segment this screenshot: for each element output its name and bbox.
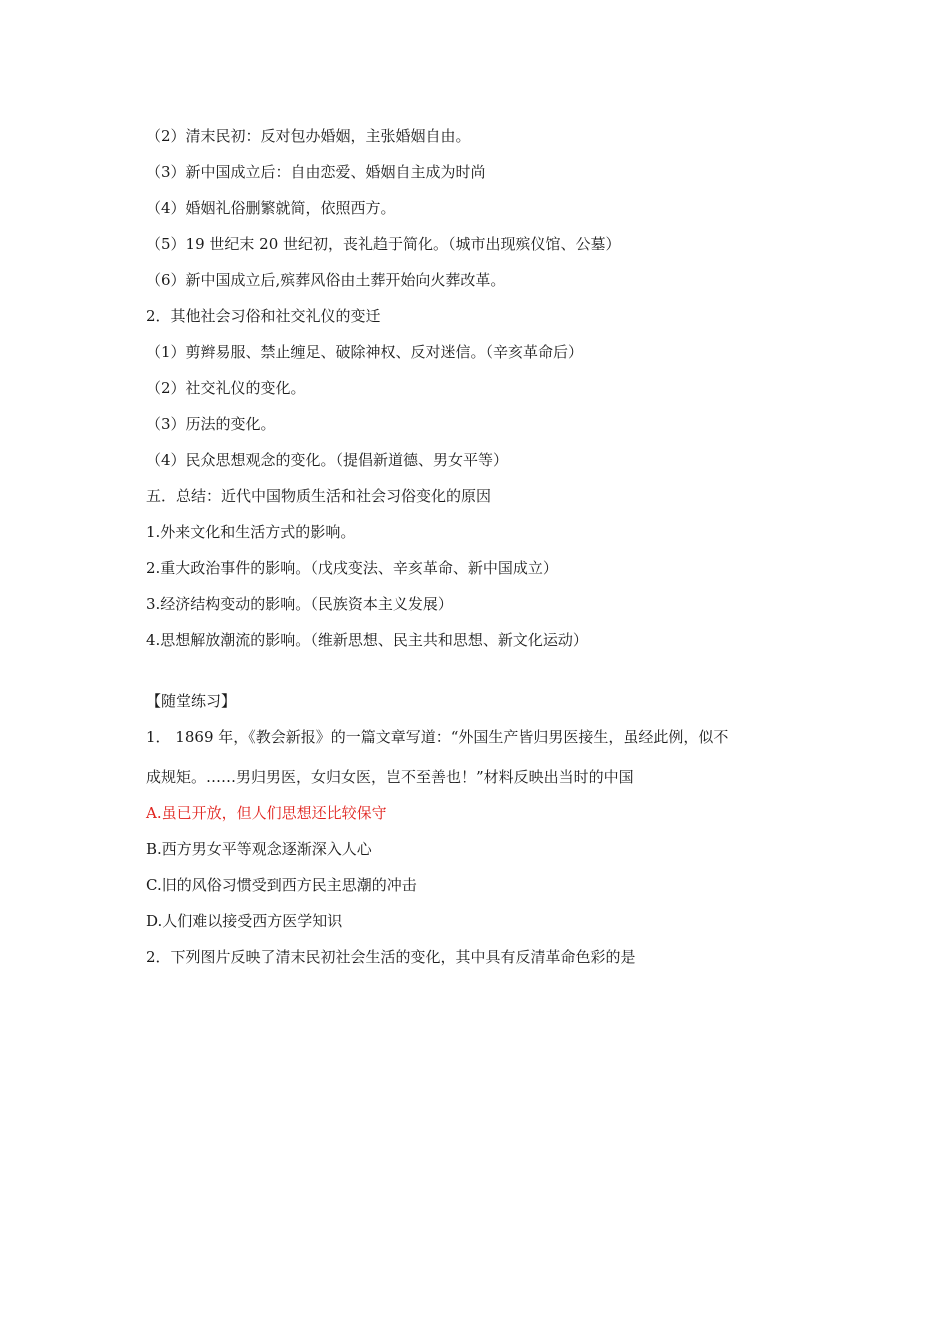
- question-1-option-a-answer: A.虽已开放，但人们思想还比较保守: [146, 804, 387, 822]
- question-1-option-d: D.人们难以接受西方医学知识: [146, 912, 343, 930]
- marriage-item-3: （3）新中国成立后：自由恋爱、婚姻自主成为时尚: [146, 163, 486, 181]
- marriage-item-2: （2）清末民初：反对包办婚姻，主张婚姻自由。: [146, 127, 471, 145]
- funeral-item-5: （5）19 世纪末 20 世纪初，丧礼趋于简化。（城市出现殡仪馆、公墓）: [146, 235, 621, 253]
- funeral-item-6: （6）新中国成立后,殡葬风俗由土葬开始向火葬改革。: [146, 271, 506, 289]
- question-2-stem: 2．下列图片反映了清末民初社会生活的变化，其中具有反清革命色彩的是: [146, 948, 636, 966]
- summary-item-3: 3.经济结构变动的影响。（民族资本主义发展）: [146, 595, 453, 613]
- other-customs-item-4: （4）民众思想观念的变化。（提倡新道德、男女平等）: [146, 451, 509, 469]
- question-1-option-b: B.西方男女平等观念逐渐深入人心: [146, 840, 372, 858]
- summary-item-4: 4.思想解放潮流的影响。（维新思想、民主共和思想、新文化运动）: [146, 631, 588, 649]
- marriage-item-4: （4）婚姻礼俗删繁就简，依照西方。: [146, 199, 396, 217]
- other-customs-item-1: （1）剪辫易服、禁止缠足、破除神权、反对迷信。（辛亥革命后）: [146, 343, 584, 361]
- summary-heading: 五．总结：近代中国物质生活和社会习俗变化的原因: [146, 487, 492, 505]
- practice-heading: 【随堂练习】: [146, 692, 237, 710]
- question-1-option-c: C.旧的风俗习惯受到西方民主思潮的冲击: [146, 876, 417, 894]
- other-customs-item-2: （2）社交礼仪的变化。: [146, 379, 306, 397]
- question-1-stem-line-1: 1． 1869 年，《教会新报》的一篇文章写道：“外国生产皆归男医接生，虽经此例，似不: [146, 728, 729, 746]
- summary-item-1: 1.外来文化和生活方式的影响。: [146, 523, 356, 541]
- other-customs-item-3: （3）历法的变化。: [146, 415, 276, 433]
- question-1-stem-line-2: 成规矩。……男归男医，女归女医，岂不至善也！”材料反映出当时的中国: [146, 768, 634, 786]
- other-customs-heading: 2．其他社会习俗和社交礼仪的变迁: [146, 307, 381, 325]
- summary-item-2: 2.重大政治事件的影响。（戊戌变法、辛亥革命、新中国成立）: [146, 559, 558, 577]
